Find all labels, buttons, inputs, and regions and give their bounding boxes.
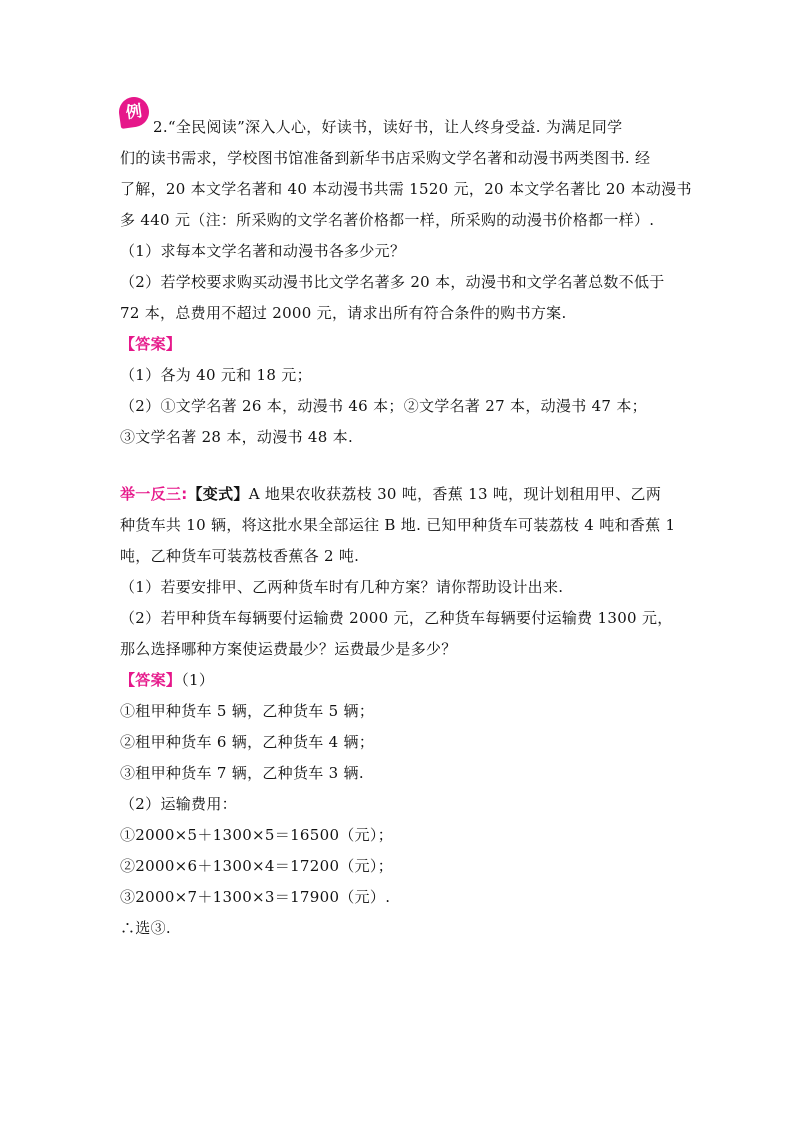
variant-answer-line: ③租甲种货车 7 辆，乙种货车 3 辆. xyxy=(120,764,364,782)
problem-line: 2.“全民阅读”深入人心，好读书，读好书，让人终身受益. 为满足同学 xyxy=(153,118,623,136)
variant-answer-line: ②2000×6＋1300×4＝17200（元）； xyxy=(120,857,393,875)
answer-label: 【答案】 xyxy=(120,335,182,353)
variant-answer-line: ①租甲种货车 5 辆，乙种货车 5 辆； xyxy=(120,702,375,720)
answer-line: （2）①文学名著 26 本，动漫书 46 本；②文学名著 27 本，动漫书 47 本； xyxy=(120,397,647,415)
variant-question-1: （1）若要安排甲、乙两种货车时有几种方案？请你帮助设计出来. xyxy=(120,578,564,596)
variant-question-2-cont: 那么选择哪种方案使运费最少？运费最少是多少？ xyxy=(120,640,457,658)
example-badge-icon: 例 xyxy=(117,95,151,129)
question-1: （1）求每本文学名著和动漫书各多少元？ xyxy=(120,242,406,260)
variant-tag: 【变式】 xyxy=(187,485,249,503)
variant-heading-line xyxy=(120,479,680,510)
variant-line: 种货车共 10 辆，将这批水果全部运往 B 地. 已知甲种货车可装荔枝 4 吨和香蕉 1 xyxy=(120,516,676,534)
variant-conclusion: ∴选③. xyxy=(120,919,171,937)
variant-answer-suffix: （1） xyxy=(181,671,215,689)
variant-answer-label: 【答案】 xyxy=(120,671,182,689)
variant-answer-line: ②租甲种货车 6 辆，乙种货车 4 辆； xyxy=(120,733,375,751)
variant-answer-line: ①2000×5＋1300×5＝16500（元）； xyxy=(120,826,393,844)
problem-line: 们的读书需求，学校图书馆准备到新华书店采购文学名著和动漫书两类图书. 经 xyxy=(120,149,651,167)
example-problem xyxy=(120,112,692,453)
answer-line: （1）各为 40 元和 18 元； xyxy=(120,366,312,384)
variant-answer-line: （2）运输费用： xyxy=(120,795,237,813)
question-2: （2）若学校要求购买动漫书比文学名著多 20 本，动漫书和文学名著总数不低于 xyxy=(120,273,665,291)
problem-line: 多 440 元（注：所采购的文学名著价格都一样，所采购的动漫书价格都一样）. xyxy=(120,211,655,229)
variant-text: A 地果农收获荔枝 30 吨，香蕉 13 吨，现计划租用甲、乙两 xyxy=(248,485,662,503)
variant-question-2: （2）若甲种货车每辆要付运输费 2000 元，乙种货车每辆要付运输费 1300 元， xyxy=(120,609,673,627)
question-2-cont: 72 本，总费用不超过 2000 元，请求出所有符合条件的购书方案. xyxy=(120,304,567,322)
variant-answer-heading xyxy=(120,665,680,696)
variant-heading: 举一反三: xyxy=(120,485,188,503)
problem-line: 了解，20 本文学名著和 40 本动漫书共需 1520 元，20 本文学名著比 20 本动漫书 xyxy=(120,180,692,198)
variant-line: 吨，乙种货车可装荔枝香蕉各 2 吨. xyxy=(120,547,360,565)
variant-problem xyxy=(120,479,680,944)
answer-line: ③文学名著 28 本，动漫书 48 本. xyxy=(120,428,354,446)
variant-answer-line: ③2000×7＋1300×3＝17900（元）. xyxy=(120,888,391,906)
